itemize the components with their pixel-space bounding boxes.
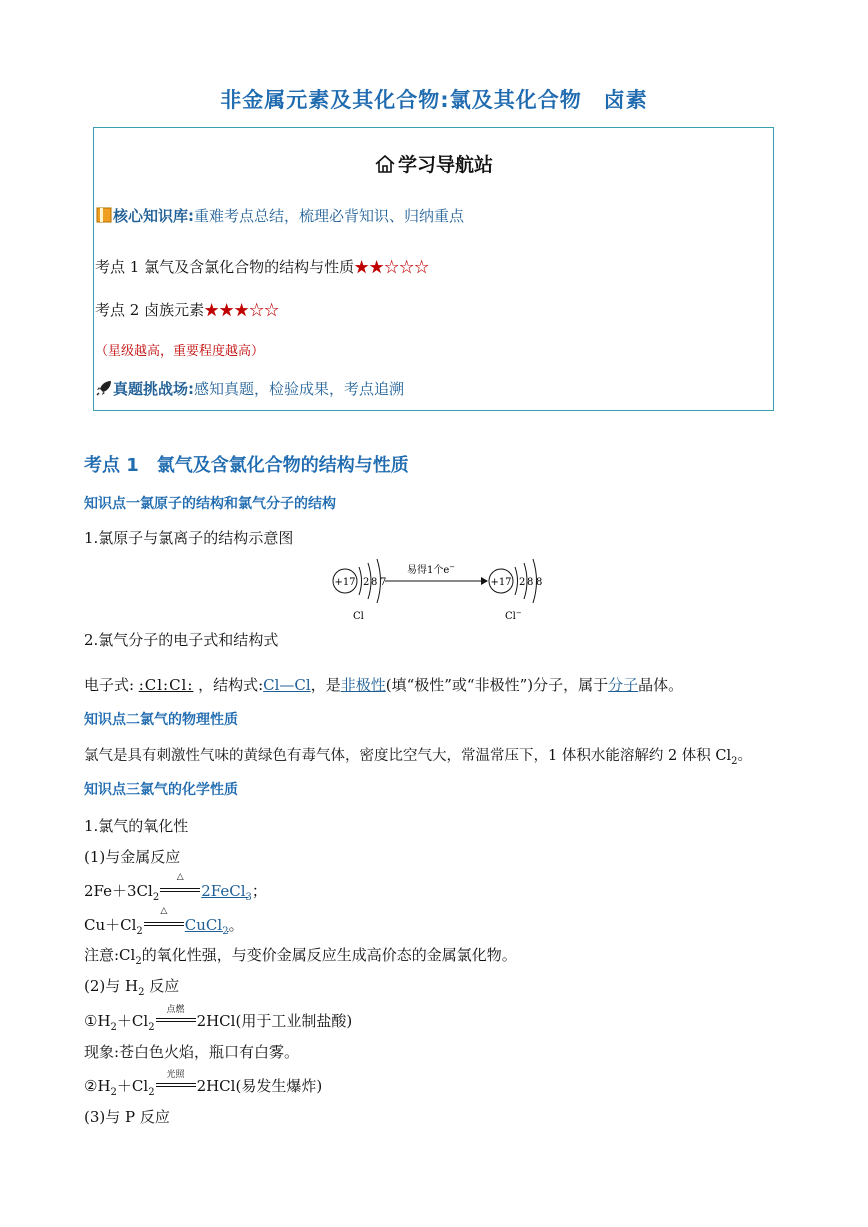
eq2-sign (144, 906, 184, 933)
h2-a: (2)与 H (84, 977, 139, 995)
chlorine-shell-2: 8 (371, 577, 378, 588)
h2eq2-a: ②H (84, 1077, 111, 1095)
atomic-structure-diagram (325, 555, 555, 621)
struct-label: ，结构式: (198, 676, 264, 694)
chlorine-shell-1: 2 (363, 577, 370, 588)
eq1-sub-a: 2 (152, 892, 160, 903)
star-note: （星级越高，重要程度越高） (95, 344, 265, 359)
equation-h2-light (84, 1070, 323, 1098)
eq2-condition: △ (160, 906, 168, 916)
physical-main: 氯气是具有刺激性气味的黄绿色有毒气体，密度比空气大，常温常压下，1 体积水能溶解约 2 体积 Cl (84, 748, 732, 764)
phenomenon-line: 现象:苍白色火焰，瓶口有白雾。 (84, 1043, 300, 1061)
point1-text: 考点 1 氯气及含氯化合物的结构与性质 (95, 258, 355, 276)
core-desc: 重难考点总结，梳理必背知识、归纳重点 (194, 207, 465, 225)
chloride-shell-1: 2 (519, 577, 526, 588)
physical-properties (84, 744, 752, 767)
item2-text: 2.氯气分子的电子式和结构式 (84, 631, 279, 649)
note-sub: 2 (135, 956, 142, 967)
point2-text: 考点 2 卤族元素 (95, 301, 205, 319)
chlorine-shell-3: 7 (380, 577, 387, 588)
kp2-heading: 知识点二氯气的物理性质 (84, 712, 238, 728)
eq2-sub-a: 2 (136, 926, 143, 937)
kp1-heading: 知识点一氯原子的结构和氯气分子的结构 (84, 496, 336, 512)
core-knowledge-row (95, 205, 464, 226)
chloride-shell-3: 8 (536, 577, 543, 588)
h2eq1-a: ①H (84, 1012, 111, 1030)
eq1-right: 2FeCl (201, 882, 246, 900)
h2-end: 反应 (144, 977, 180, 995)
page-title: 非金属元素及其化合物:氯及其化合物 卤素 (220, 88, 648, 112)
challenge-row (95, 378, 404, 399)
eq1-sub-b: 3 (245, 892, 252, 903)
eq1-left: 2Fe＋3Cl (84, 882, 153, 900)
chloride-nucleus-charge: +17 (490, 577, 512, 588)
eq1-sign (160, 872, 200, 899)
equation-cu (84, 906, 244, 937)
h2eq2-b: ＋Cl (116, 1077, 149, 1095)
h2eq2-c: 2HCl(易发生爆炸) (196, 1077, 323, 1095)
electron-label: 电子式: (84, 676, 135, 694)
arrow-label-sup: − (449, 563, 456, 571)
polarity-answer: 非极性 (340, 676, 386, 694)
arrow-label-text: 易得1个e (407, 565, 450, 576)
h2eq1-sub-b: 2 (148, 1022, 155, 1033)
physical-end: 。 (737, 748, 752, 764)
kp3-heading: 知识点三氯气的化学性质 (84, 782, 238, 798)
p-reaction-heading: (3)与 P 反应 (84, 1108, 170, 1126)
point1-stars-full: ★★ (354, 258, 385, 276)
item1-text: 1.氯原子与氯离子的结构示意图 (84, 529, 294, 547)
eq2-right: CuCl (184, 916, 223, 934)
book-icon (95, 206, 113, 224)
rocket-icon (95, 379, 113, 397)
h2-reaction-heading (84, 975, 179, 998)
eq1-product (201, 882, 252, 903)
point1-row (95, 256, 429, 277)
h2eq2-sub-a: 2 (110, 1087, 117, 1098)
point2-stars-full: ★★★ (204, 301, 250, 319)
chloride-ion-label-text: Cl (505, 611, 516, 621)
eq2-product (184, 916, 229, 937)
h2eq1-b: ＋Cl (116, 1012, 149, 1030)
equation-fe (84, 872, 267, 903)
point2-stars-empty: ☆☆ (249, 301, 280, 319)
h2eq2-sub-b: 2 (148, 1087, 155, 1098)
chloride-ion-label (505, 609, 522, 621)
h2eq2-condition: 光照 (166, 1070, 185, 1080)
struct-formula: Cl—Cl (263, 676, 311, 694)
chloride-shell-2: 8 (527, 577, 534, 588)
h2eq1-sign (156, 1005, 196, 1029)
chlorine-atom-label: Cl (353, 611, 364, 621)
electron-formula-line (84, 674, 683, 695)
equation-h2-ignite (84, 1005, 353, 1033)
h2eq2-sign (156, 1070, 196, 1094)
h2eq1-sub-a: 2 (110, 1022, 117, 1033)
is-label: ，是 (310, 676, 341, 694)
nav-title (93, 150, 774, 177)
physical-sub: 2 (731, 755, 738, 767)
nav-title-text: 学习导航站 (397, 154, 493, 176)
eq2-left: Cu＋Cl (84, 916, 137, 934)
section1-heading: 考点 1 氯气及含氯化合物的结构与性质 (84, 455, 409, 476)
chlorine-nucleus-charge: +17 (334, 577, 356, 588)
note-a: 注意:Cl (84, 946, 136, 964)
core-label: 核心知识库: (113, 207, 194, 225)
home-icon (374, 154, 396, 174)
oxidation-heading: 1.氯气的氧化性 (84, 817, 189, 835)
eq1-condition: △ (176, 872, 184, 882)
chloride-ion-label-sup: − (515, 609, 522, 617)
note-b: 的氧化性强，与变价金属反应生成高价态的金属氯化物。 (141, 946, 517, 964)
electron-formula: :Cl:Cl: (138, 676, 194, 694)
h2-sub: 2 (138, 987, 145, 998)
h2eq1-c: 2HCl(用于工业制盐酸) (196, 1012, 353, 1030)
point2-row (95, 299, 279, 320)
eq1-end: ； (251, 882, 267, 900)
eq2-end: 。 (228, 916, 244, 934)
crystal-answer: 分子 (608, 676, 639, 694)
point1-stars-empty: ☆☆☆ (384, 258, 430, 276)
h2eq1-condition: 点燃 (166, 1005, 185, 1015)
crystal-suffix: 晶体。 (638, 676, 684, 694)
note-line (84, 944, 517, 967)
arrow-label (407, 563, 455, 576)
challenge-label: 真题挑战场: (113, 380, 194, 398)
fill-hint: (填“极性”或“非极性”)分子，属于 (385, 676, 609, 694)
eq2-sub-b: 2 (222, 926, 229, 937)
challenge-desc: 感知真题，检验成果，考点追溯 (194, 380, 405, 398)
metal-reaction-heading: (1)与金属反应 (84, 848, 181, 866)
